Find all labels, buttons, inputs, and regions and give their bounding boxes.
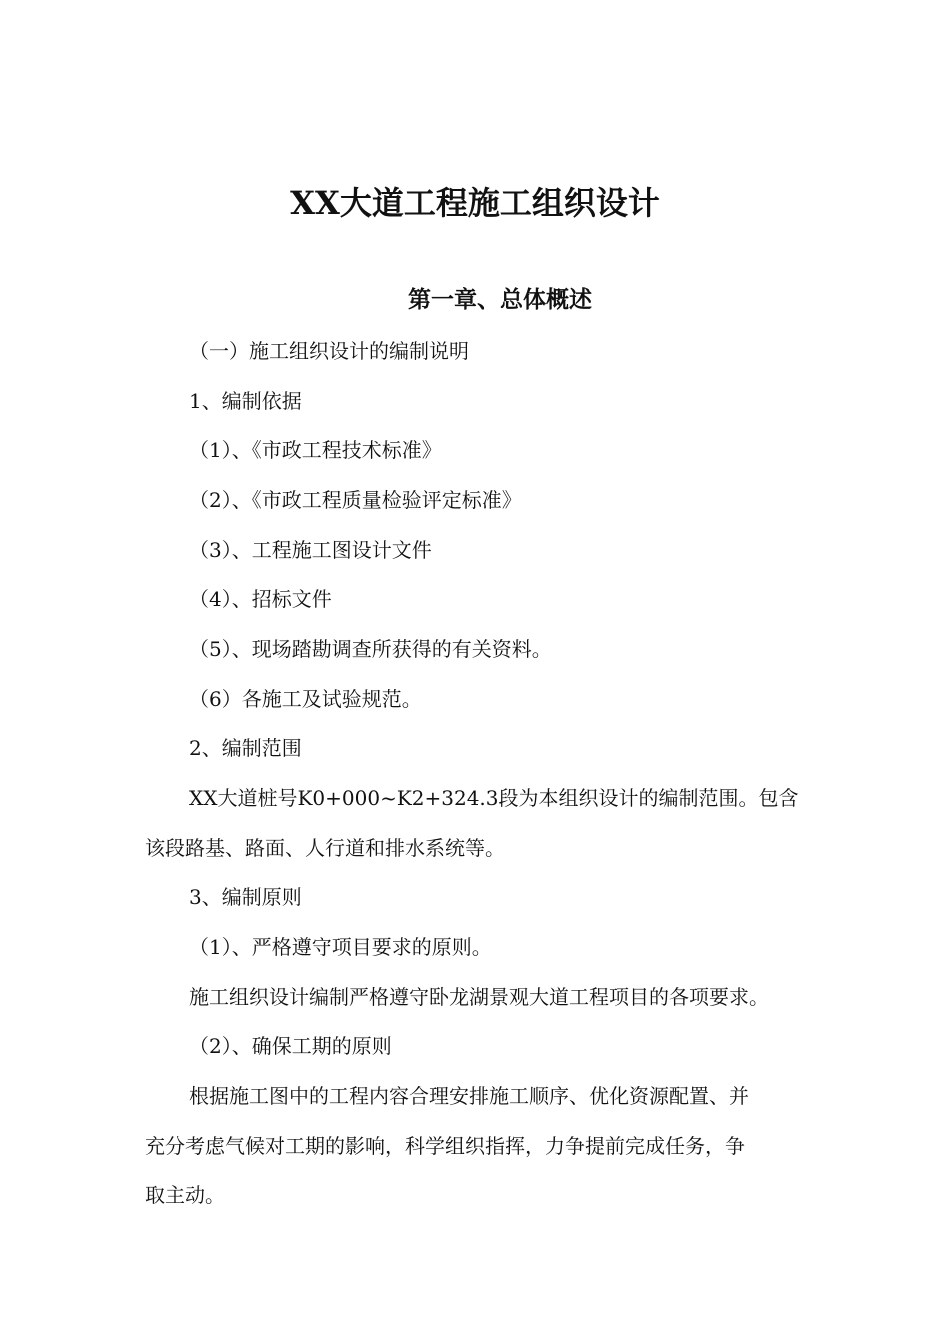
paragraph-line: 施工组织设计编制严格遵守卧龙湖景观大道工程项目的各项要求。 bbox=[189, 985, 769, 1009]
document-title: XX大道工程施工组织设计 bbox=[290, 184, 660, 222]
list-item: （2）、确保工期的原则 bbox=[189, 1034, 392, 1058]
paragraph-line: XX大道桩号K0+000~K2+324.3段为本组织设计的编制范围。包含 bbox=[189, 786, 799, 810]
list-item: （1）、《市政工程技术标准》 bbox=[189, 438, 442, 462]
subsection-heading: 1、编制依据 bbox=[189, 389, 302, 413]
paragraph-line: 该段路基、路面、人行道和排水系统等。 bbox=[145, 836, 505, 860]
list-item: （3）、工程施工图设计文件 bbox=[189, 538, 432, 562]
subsection-heading: 3、编制原则 bbox=[189, 885, 302, 909]
paragraph-line: 充分考虑气候对工期的影响，科学组织指挥，力争提前完成任务，争 bbox=[145, 1134, 745, 1158]
paragraph-line: 根据施工图中的工程内容合理安排施工顺序、优化资源配置、并 bbox=[189, 1084, 749, 1108]
section-heading: （一）施工组织设计的编制说明 bbox=[189, 339, 469, 363]
list-item: （4）、招标文件 bbox=[189, 587, 332, 611]
chapter-title: 第一章、总体概述 bbox=[408, 286, 592, 313]
list-item: （2）、《市政工程质量检验评定标准》 bbox=[189, 488, 522, 512]
paragraph-line: 取主动。 bbox=[145, 1183, 225, 1207]
list-item: （6）各施工及试验规范。 bbox=[189, 687, 422, 711]
list-item: （1）、严格遵守项目要求的原则。 bbox=[189, 935, 492, 959]
list-item: （5）、现场踏勘调查所获得的有关资料。 bbox=[189, 637, 552, 661]
subsection-heading: 2、编制范围 bbox=[189, 736, 302, 760]
